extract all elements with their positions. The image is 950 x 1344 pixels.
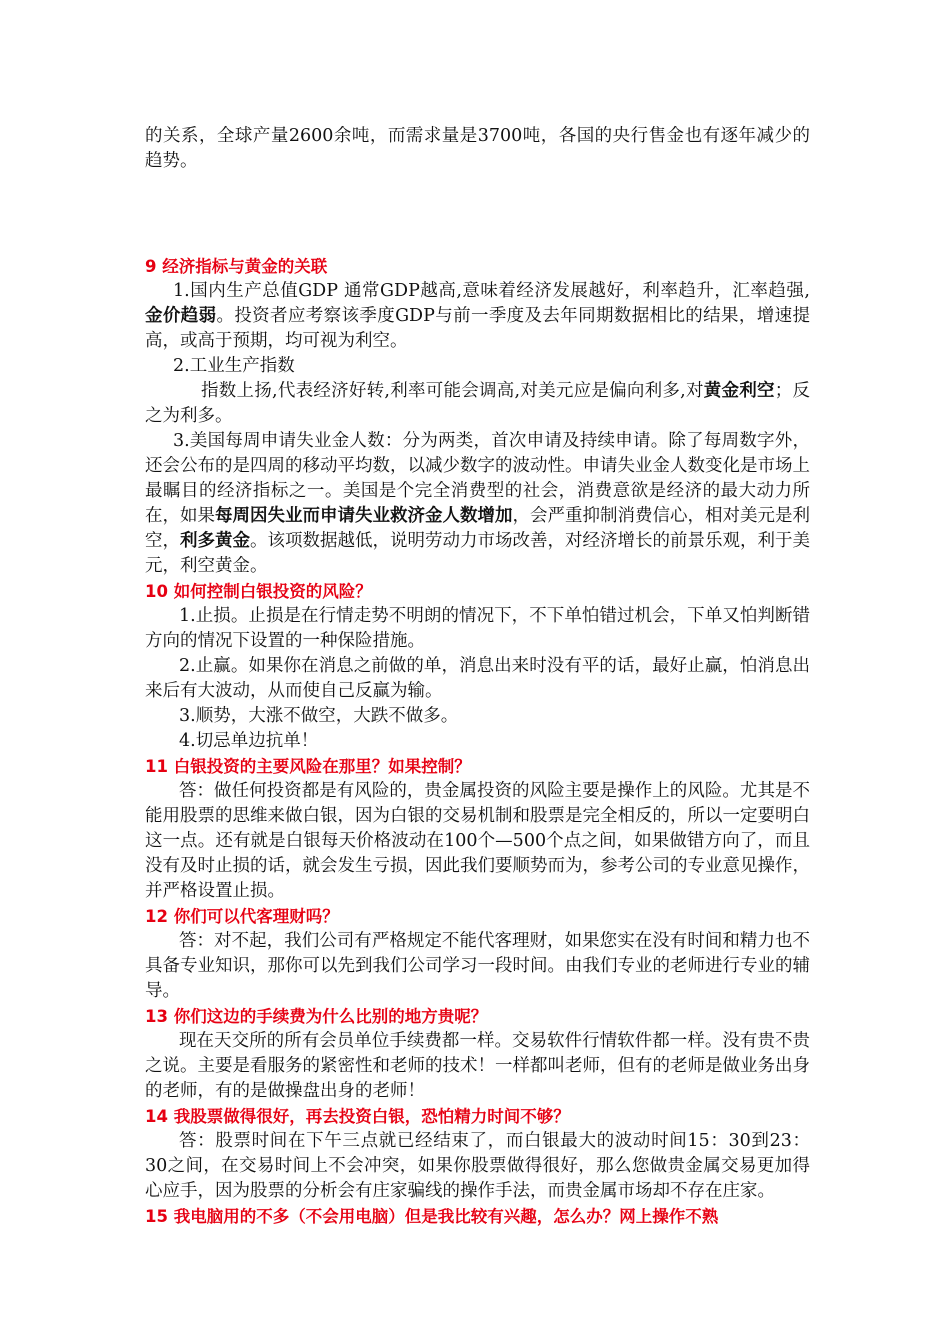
section-13-answer: 现在天交所的所有会员单位手续费都一样。交易软件行情软件都一样。没有贵不贵之说。主要是看服务的紧密性和老师的技术！一样都叫老师，但有的老师是做业务出身的老师，有的是做操盘出身的老师！ <box>145 1031 810 1101</box>
section-10-item-3: 3.顺势，大涨不做空，大跌不做多。 <box>179 706 459 726</box>
section-9-heading: 9 经济指标与黄金的关联 <box>145 257 328 276</box>
bold-text: 黄金利空 <box>703 381 775 401</box>
section-10-item-2: 2.止赢。如果你在消息之前做的单，消息出来时没有平的话，最好止赢，怕消息出来后有大波动，从而使自己反赢为输。 <box>145 656 810 701</box>
section-10-item-1: 1.止损。止损是在行情走势不明朗的情况下，不下单怕错过机会，下单又怕判断错方向的情况下设置的一种保险措施。 <box>145 606 810 651</box>
section-15-heading: 15 我电脑用的不多（不会用电脑）但是我比较有兴趣，怎么办？网上操作不熟 <box>145 1207 719 1226</box>
section-9-item-3 <box>145 429 810 579</box>
intro-paragraph: 的关系，全球产量2600余吨，而需求量是3700吨，各国的央行售金也有逐年减少的趋势。 <box>145 126 810 171</box>
document-page <box>145 124 810 1229</box>
bold-text: 利多黄金 <box>180 531 250 551</box>
section-13-heading: 13 你们这边的手续费为什么比别的地方贵呢？ <box>145 1007 488 1026</box>
section-10-heading: 10 如何控制白银投资的风险？ <box>145 582 372 601</box>
bold-text: 每周因失业而申请失业救济金人数增加 <box>215 506 513 526</box>
section-9-item-2-body <box>145 379 810 429</box>
bold-text: 金价趋弱 <box>145 306 217 326</box>
section-14-heading: 14 我股票做得很好，再去投资白银，恐怕精力时间不够？ <box>145 1107 570 1126</box>
section-9-item-1 <box>145 279 810 354</box>
text: 3.美国每周申请失业金人数：分为两类，首次申请及持续申请。除了每周数字外，还会公布的是四周的移动平均数，以减少数字的波动性。申请失业金人数变化是市场上最瞩目的经济指标之一。美国是个完全消费型的社会，消费意欲是经济的最大动力所在，如果 <box>145 431 810 526</box>
section-14-answer: 答：股票时间在下午三点就已经结束了，而白银最大的波动时间15：30到23：30之间，在交易时间上不会冲突，如果你股票做得很好，那么您做贵金属交易更加得心应手，因为股票的分析会有庄家骗线的操作手法，而贵金属市场却不存在庄家。 <box>145 1131 810 1201</box>
text: 。该项数据越低，说明劳动力市场改善，对经济增长的前景乐观，利于美元，利空黄金。 <box>145 531 810 576</box>
text: 指数上扬,代表经济好转,利率可能会调高,对美元应是偏向利多,对 <box>201 381 704 401</box>
blank-gap <box>145 174 810 254</box>
section-11-heading: 11 白银投资的主要风险在那里？如果控制？ <box>145 757 471 776</box>
section-12-heading: 12 你们可以代客理财吗？ <box>145 907 339 926</box>
text: ，会严重抑制消费信心，相对美元是利空， <box>145 506 810 551</box>
section-12-answer: 答：对不起，我们公司有严格规定不能代客理财，如果您实在没有时间和精力也不具备专业知识，那你可以先到我们公司学习一段时间。由我们专业的老师进行专业的辅导。 <box>145 931 810 1001</box>
section-11-answer: 答：做任何投资都是有风险的，贵金属投资的风险主要是操作上的风险。尤其是不能用股票的思维来做白银，因为白银的交易机制和股票是完全相反的，所以一定要明白这一点。还有就是白银每天价格波动在100个—500个点之间，如果做错方向了，而且没有及时止损的话，就会发生亏损，因此我们要顺势而为，参考公司的专业意见操作，并严格设置止损。 <box>145 781 810 901</box>
text: 。投资者应考察该季度GDP与前一季度及去年同期数据相比的结果，增速提高，或高于预期，均可视为利空。 <box>145 306 810 351</box>
text: ；反之为利多。 <box>145 381 811 426</box>
section-9-item-2-title: 2.工业生产指数 <box>173 356 295 376</box>
text: 1.国内生产总值GDP 通常GDP越高,意味着经济发展越好，利率趋升，汇率趋强, <box>173 281 810 301</box>
section-10-item-4: 4.切忌单边抗单！ <box>179 731 319 751</box>
